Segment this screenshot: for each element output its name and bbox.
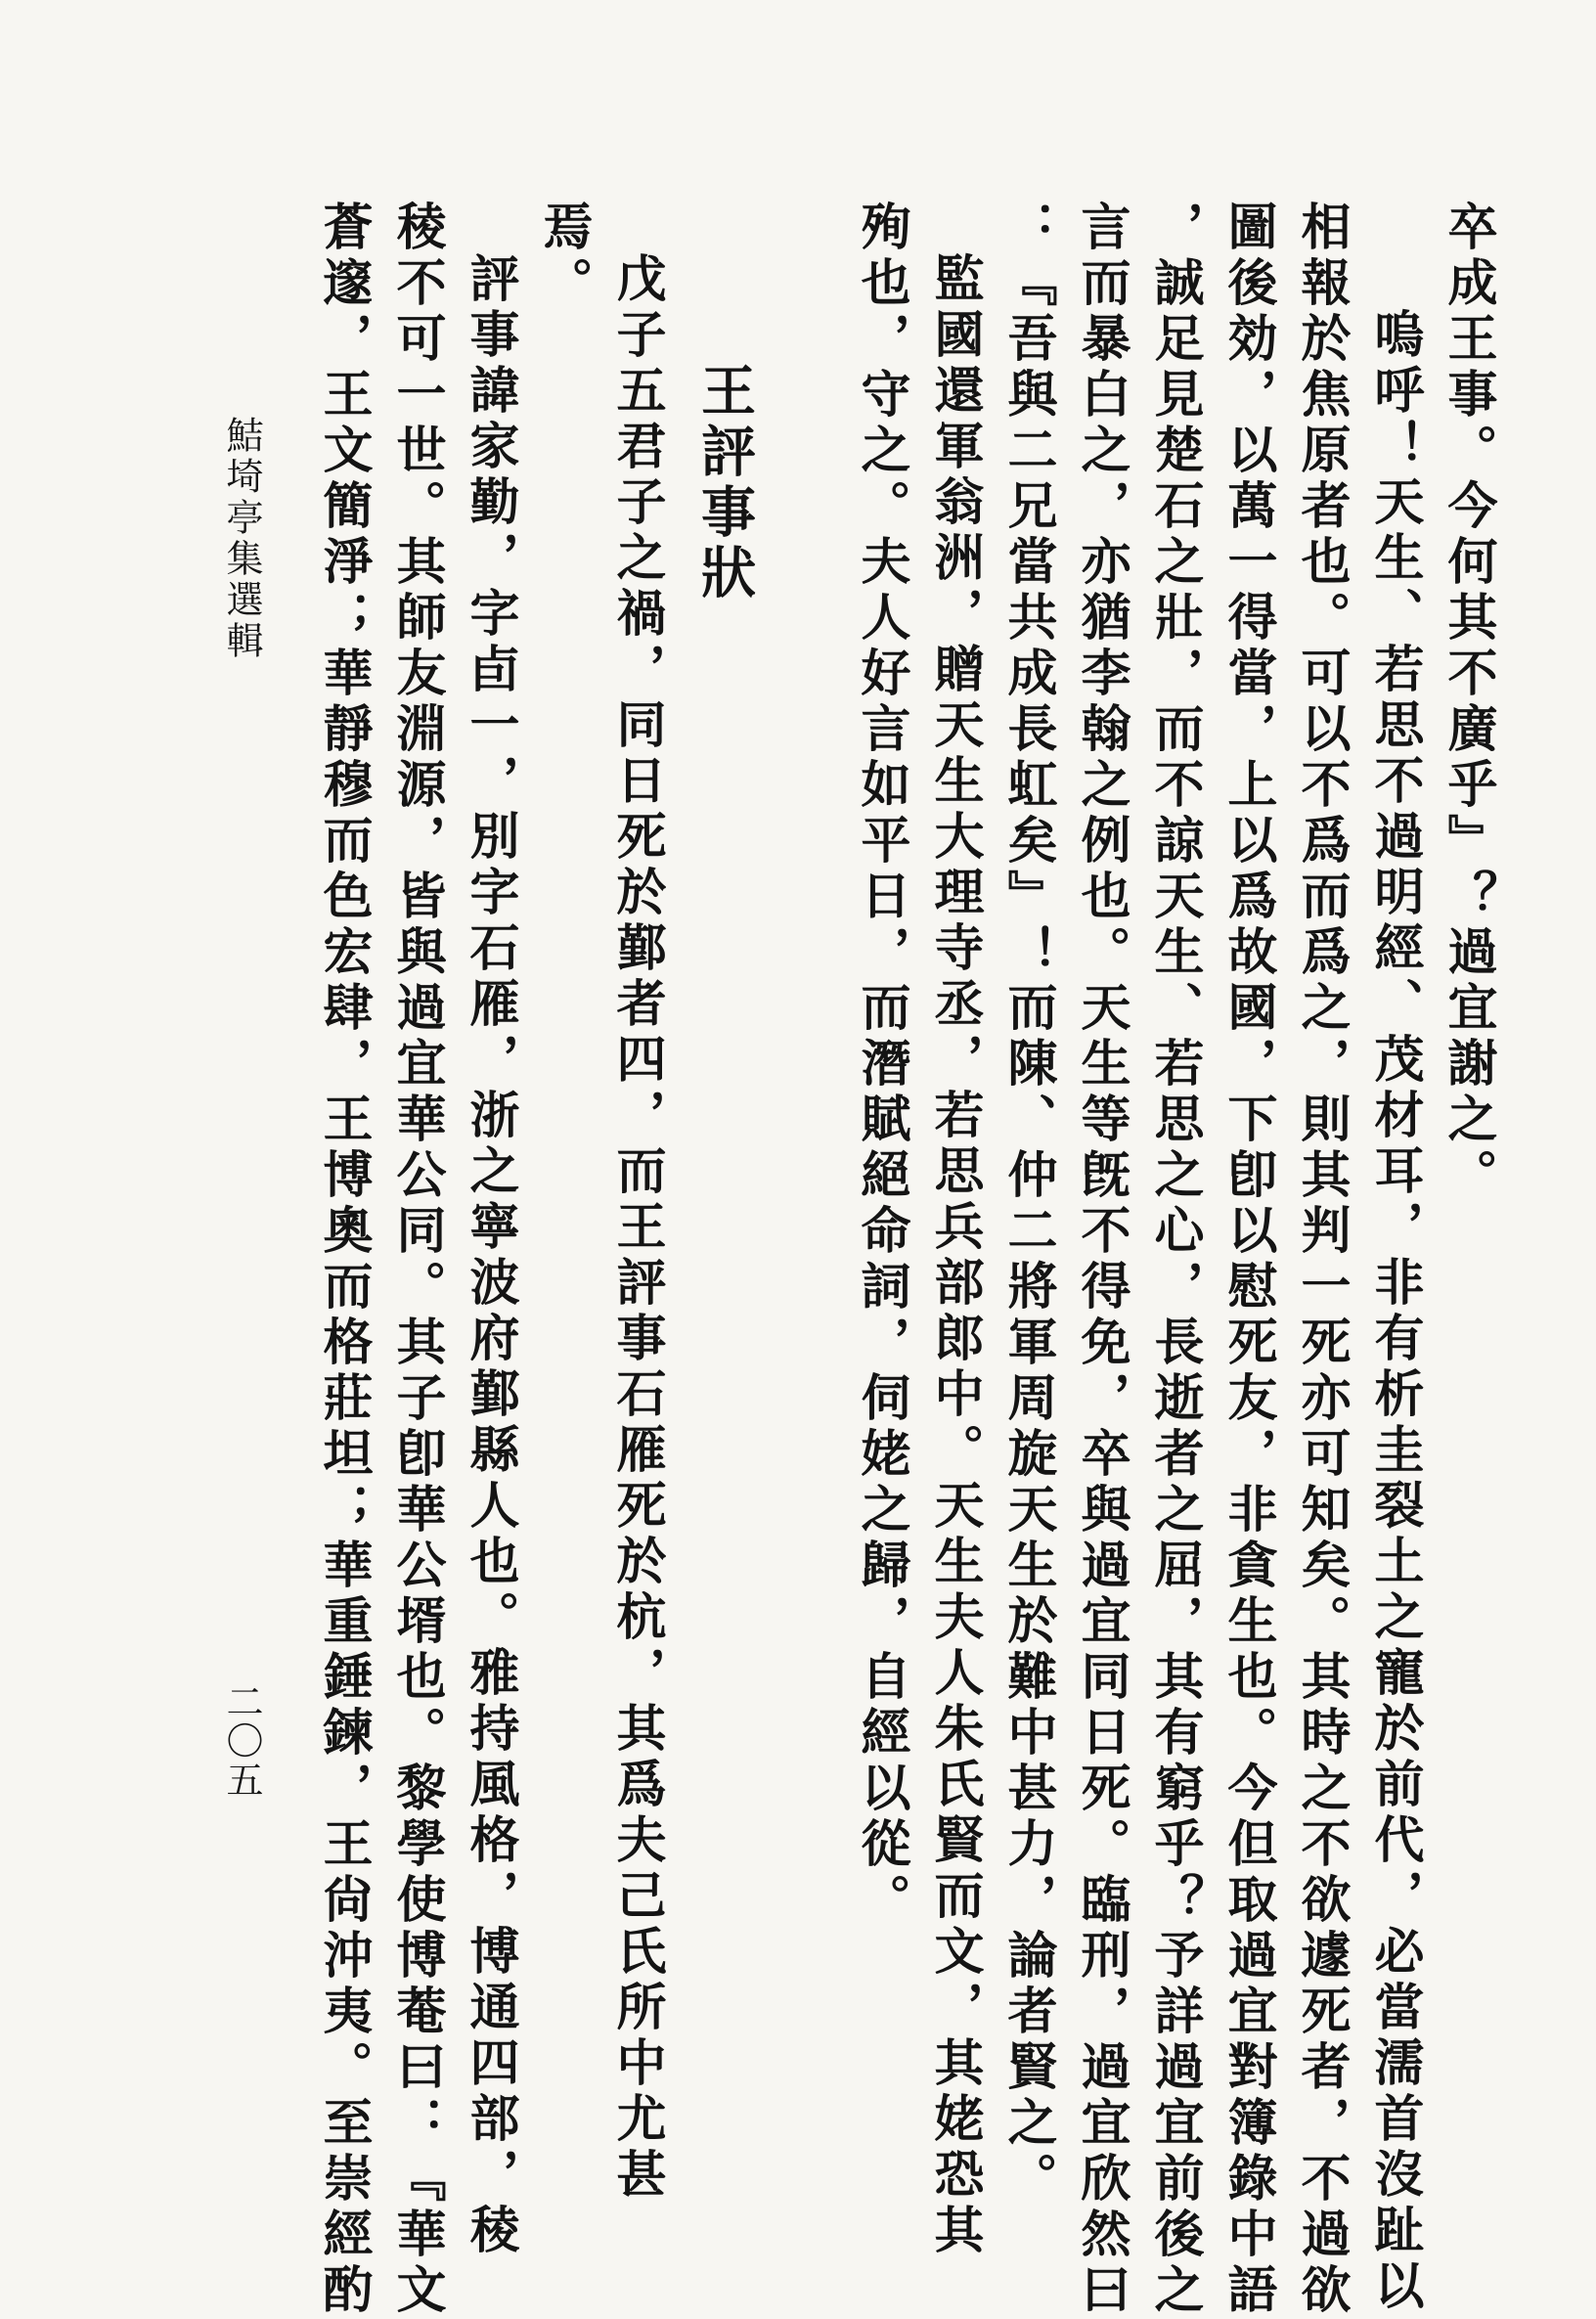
section-title: 王評事狀 bbox=[692, 362, 756, 604]
running-head: 鮚埼亭集選輯 bbox=[220, 416, 263, 662]
text-column-5: ，誠足見楚石之壯，而不諒天生、若思之心，長逝者之屈，其有窮乎？予詳過宜前後之 bbox=[1145, 201, 1204, 2319]
text-column-4: 圖後効，以萬一得當，上以爲故國，下卽以慰死友，非貪生也。今但取過宜對簿錄中語 bbox=[1219, 201, 1277, 2319]
text-column-12: 評事諱家勤，字卣一，別字石雁，浙之寧波府鄞縣人也。雅持風格，博通四部，稜 bbox=[461, 252, 519, 2259]
text-column-7: ：『吾與二兄當共成長虹矣』！而陳、仲二將軍周旋天生於難中甚力，論者賢之。 bbox=[998, 201, 1057, 2208]
page-number: 二〇五 bbox=[220, 1682, 263, 1800]
text-column-11: 焉。 bbox=[534, 201, 593, 312]
text-column-2: 嗚呼！天生、若思不過明經、茂材耳，非有析圭裂土之寵於前代，必當濡首沒趾以 bbox=[1365, 308, 1424, 2315]
text-column-13: 稜不可一世。其師友淵源，皆與過宜華公同。其子卽華公壻也。黎學使博菴曰：『華文 bbox=[387, 201, 446, 2319]
text-column-10: 戊子五君子之禍，同日死於鄞者四，而王評事石雁死於杭，其爲夫己氏所中尤甚 bbox=[607, 252, 666, 2204]
text-column-8: 監國還軍翁洲，贈天生大理寺丞，若思兵部郎中。天生夫人朱氏賢而文，其姥恐其 bbox=[925, 252, 984, 2259]
text-column-1: 卒成王事。今何其不廣乎』？過宜謝之。 bbox=[1439, 201, 1497, 1204]
text-column-6: 言而暴白之，亦猶李翰之例也。天生等旣不得免，卒與過宜同日死。臨刑，過宜欣然曰 bbox=[1072, 201, 1130, 2319]
text-column-14: 蒼邃，王文簡淨；華靜穆而色宏肆，王博奧而格莊坦；華重錘鍊，王尙沖夷。至崇經酌 bbox=[314, 201, 373, 2319]
text-column-3: 相報於焦原者也。可以不爲而爲之，則其判一死亦可知矣。其時之不欲遽死者，不過欲 bbox=[1292, 201, 1351, 2319]
text-column-9: 殉也，守之。夫人好言如平日，而潛賦絕命詞，伺姥之歸，自經以從。 bbox=[852, 201, 910, 1929]
